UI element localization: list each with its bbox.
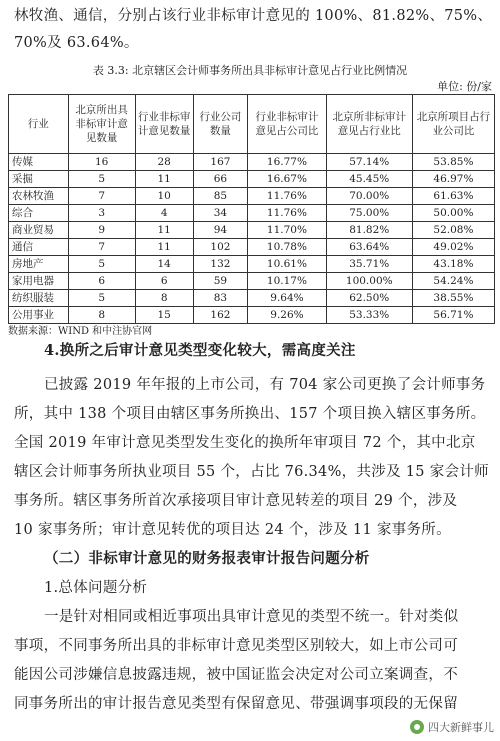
- paragraph-line: 一是针对相同或相近事项出具审计意见的类型不统一。针对类似: [44, 609, 459, 625]
- table-row: [9, 188, 495, 205]
- value-cell: 11.76%: [248, 188, 326, 205]
- industry-cell: 房地产: [9, 256, 69, 273]
- table-unit: 单位: 份/家: [437, 80, 492, 93]
- value-cell: 9.64%: [248, 290, 326, 307]
- value-cell: 53.85%: [412, 154, 494, 171]
- table-caption: 表 3.3: 北京辖区会计师事务所出具非标审计意见占行业比例情况: [92, 64, 408, 77]
- value-cell: 11: [135, 171, 193, 188]
- table-row: [9, 171, 495, 188]
- value-cell: 62.50%: [326, 290, 412, 307]
- value-cell: 11.70%: [248, 222, 326, 239]
- header-cell: 北京所项目占行业公司比: [412, 95, 494, 154]
- section2-subheading: 1.总体问题分析: [44, 580, 148, 596]
- value-cell: 100.00%: [326, 273, 412, 290]
- paragraph-line: 10 家事务所；审计意见转优的项目达 24 个，涉及 11 家事务所。: [14, 522, 451, 538]
- value-cell: 5: [68, 171, 135, 188]
- paragraph-line: 辖区会计师事务所执业项目 55 个，占比 76.34%，共涉及 15 家会计师: [14, 464, 489, 480]
- industry-ratio-table: [8, 94, 495, 324]
- industry-cell: 商业贸易: [9, 222, 69, 239]
- table-row: [9, 256, 495, 273]
- value-cell: 102: [193, 239, 248, 256]
- header-cell: 北京所出具非标审计意见数量: [68, 95, 135, 154]
- value-cell: 56.71%: [412, 307, 494, 324]
- value-cell: 11: [135, 239, 193, 256]
- table-row: [9, 290, 495, 307]
- value-cell: 5: [68, 256, 135, 273]
- value-cell: 28: [135, 154, 193, 171]
- header-cell: 行业: [9, 95, 69, 154]
- paragraph-line: 同事务所出的审计报告意见类型有保留意见、带强调事项段的无保留: [14, 696, 458, 712]
- value-cell: 54.24%: [412, 273, 494, 290]
- industry-cell: 综合: [9, 205, 69, 222]
- wechat-logo-icon: [410, 720, 424, 734]
- value-cell: 70.00%: [326, 188, 412, 205]
- value-cell: 6: [135, 273, 193, 290]
- value-cell: 10: [135, 188, 193, 205]
- paragraph-line: 事务所。辖区事务所首次承接项目审计意见转差的项目 29 个，涉及: [14, 493, 458, 509]
- table-source: 数据来源：WIND 和中注协官网: [8, 326, 153, 337]
- value-cell: 34: [193, 205, 248, 222]
- paragraph-line: 全国 2019 年审计意见类型发生变化的换所年审项目 72 个，其中北京: [14, 435, 476, 451]
- value-cell: 38.55%: [412, 290, 494, 307]
- value-cell: 16.77%: [248, 154, 326, 171]
- section2-heading: （二）非标审计意见的财务报表审计报告问题分析: [44, 550, 370, 567]
- paragraph-line: 事项，不同事务所出具的非标审计意见类型区别较大，如上市公司可: [14, 638, 458, 654]
- value-cell: 167: [193, 154, 248, 171]
- header-cell: 行业非标审计意见数量: [135, 95, 193, 154]
- table-row: [9, 205, 495, 222]
- industry-cell: 传媒: [9, 154, 69, 171]
- watermark: [410, 719, 494, 735]
- value-cell: 11: [135, 222, 193, 239]
- value-cell: 46.97%: [412, 171, 494, 188]
- value-cell: 57.14%: [326, 154, 412, 171]
- value-cell: 10.61%: [248, 256, 326, 273]
- industry-cell: 家用电器: [9, 273, 69, 290]
- value-cell: 61.63%: [412, 188, 494, 205]
- value-cell: 16: [68, 154, 135, 171]
- value-cell: 83: [193, 290, 248, 307]
- industry-cell: 采掘: [9, 171, 69, 188]
- value-cell: 10.78%: [248, 239, 326, 256]
- value-cell: 94: [193, 222, 248, 239]
- value-cell: 14: [135, 256, 193, 273]
- value-cell: 85: [193, 188, 248, 205]
- watermark-text: 四大新鲜事儿: [428, 721, 494, 734]
- value-cell: 15: [135, 307, 193, 324]
- header-cell: 北京所非标审计意见占行业比: [326, 95, 412, 154]
- value-cell: 162: [193, 307, 248, 324]
- value-cell: 9: [68, 222, 135, 239]
- value-cell: 4: [135, 205, 193, 222]
- section4-heading: 4.换所之后审计意见类型变化较大，需高度关注: [44, 342, 356, 359]
- table-row: [9, 222, 495, 239]
- industry-cell: 纺织服装: [9, 290, 69, 307]
- industry-cell: 通信: [9, 239, 69, 256]
- value-cell: 10.17%: [248, 273, 326, 290]
- value-cell: 81.82%: [326, 222, 412, 239]
- paragraph-line: 能因公司涉嫌信息披露违规，被中国证监会决定对公司立案调查，不: [14, 667, 458, 683]
- value-cell: 11.76%: [248, 205, 326, 222]
- value-cell: 7: [68, 188, 135, 205]
- value-cell: 43.18%: [412, 256, 494, 273]
- industry-cell: 农林牧渔: [9, 188, 69, 205]
- table-row: [9, 307, 495, 324]
- table-header-row: [9, 95, 495, 154]
- value-cell: 52.08%: [412, 222, 494, 239]
- value-cell: 5: [68, 290, 135, 307]
- paragraph-line: 已披露 2019 年年报的上市公司，有 704 家公司更换了会计师事务: [44, 377, 486, 393]
- table-row: [9, 239, 495, 256]
- value-cell: 45.45%: [326, 171, 412, 188]
- table-row: [9, 273, 495, 290]
- value-cell: 6: [68, 273, 135, 290]
- value-cell: 9.26%: [248, 307, 326, 324]
- value-cell: 8: [135, 290, 193, 307]
- value-cell: 3: [68, 205, 135, 222]
- table-row: [9, 154, 495, 171]
- intro-line-1: 林牧渔、通信，分别占该行业非标审计意见的 100%、81.82%、75%、: [14, 8, 493, 24]
- value-cell: 63.64%: [326, 239, 412, 256]
- header-cell: 行业非标审计意见占公司比: [248, 95, 326, 154]
- value-cell: 75.00%: [326, 205, 412, 222]
- value-cell: 50.00%: [412, 205, 494, 222]
- value-cell: 66: [193, 171, 248, 188]
- value-cell: 7: [68, 239, 135, 256]
- value-cell: 132: [193, 256, 248, 273]
- intro-line-2: 70%及 63.64%。: [14, 35, 139, 51]
- value-cell: 35.71%: [326, 256, 412, 273]
- value-cell: 53.33%: [326, 307, 412, 324]
- paragraph-line: 所，其中 138 个项目由辖区事务所换出、157 个项目换入辖区事务所。: [14, 406, 486, 422]
- header-cell: 行业公司数量: [193, 95, 248, 154]
- value-cell: 8: [68, 307, 135, 324]
- value-cell: 49.02%: [412, 239, 494, 256]
- value-cell: 59: [193, 273, 248, 290]
- value-cell: 16.67%: [248, 171, 326, 188]
- industry-cell: 公用事业: [9, 307, 69, 324]
